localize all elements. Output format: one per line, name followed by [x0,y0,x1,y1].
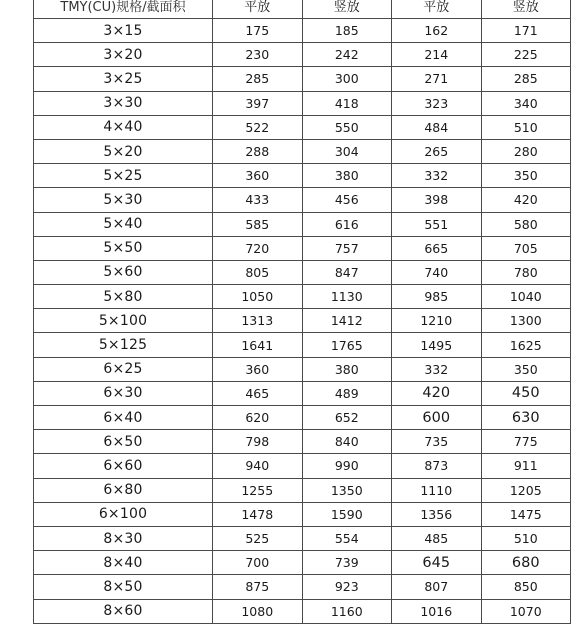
value-cell: 720 [213,236,303,260]
table-row [34,19,571,43]
value-cell: 600 [392,406,482,430]
table-row [34,164,571,188]
value-cell: 1412 [302,309,392,333]
value-cell: 1495 [392,333,482,357]
table-row [34,260,571,284]
table-row [34,599,571,623]
value-cell: 985 [392,285,482,309]
value-cell: 360 [213,164,303,188]
table-row [34,381,571,405]
table-row [34,188,571,212]
value-cell: 420 [481,188,571,212]
value-cell: 1350 [302,478,392,502]
spec-cell: 5×100 [34,309,213,333]
value-cell: 360 [213,357,303,381]
table-row [34,115,571,139]
spec-cell: 5×25 [34,164,213,188]
value-cell: 775 [481,430,571,454]
value-cell: 1016 [392,599,482,623]
value-cell: 875 [213,575,303,599]
value-cell: 484 [392,115,482,139]
value-cell: 242 [302,43,392,67]
busbar-current-table [33,0,571,624]
spec-cell: 6×80 [34,478,213,502]
value-cell: 551 [392,212,482,236]
value-cell: 285 [213,67,303,91]
value-cell: 214 [392,43,482,67]
value-cell: 1050 [213,285,303,309]
value-cell: 757 [302,236,392,260]
spec-cell: 3×15 [34,19,213,43]
value-cell: 1625 [481,333,571,357]
value-cell: 304 [302,139,392,163]
table-row [34,67,571,91]
table-row [34,43,571,67]
value-cell: 780 [481,260,571,284]
value-cell: 652 [302,406,392,430]
table-row [34,430,571,454]
value-cell: 705 [481,236,571,260]
value-cell: 645 [392,551,482,575]
col-header: 平放 [213,0,303,19]
value-cell: 450 [481,381,571,405]
value-cell: 1130 [302,285,392,309]
value-cell: 418 [302,91,392,115]
value-cell: 485 [392,526,482,550]
table-row [34,285,571,309]
value-cell: 380 [302,357,392,381]
value-cell: 525 [213,526,303,550]
col-header: 平放 [392,0,482,19]
table-row [34,309,571,333]
table-row [34,91,571,115]
col-header: 竖放 [481,0,571,19]
value-cell: 923 [302,575,392,599]
spec-cell: 3×20 [34,43,213,67]
spec-cell: 5×30 [34,188,213,212]
value-cell: 1590 [302,502,392,526]
table-row [34,236,571,260]
value-cell: 1255 [213,478,303,502]
table-row [34,454,571,478]
table-row [34,478,571,502]
value-cell: 1313 [213,309,303,333]
value-cell: 433 [213,188,303,212]
spec-cell: 8×40 [34,551,213,575]
value-cell: 456 [302,188,392,212]
value-cell: 840 [302,430,392,454]
table-row [34,502,571,526]
spec-cell: 5×40 [34,212,213,236]
spec-cell: 5×60 [34,260,213,284]
value-cell: 285 [481,67,571,91]
value-cell: 1641 [213,333,303,357]
value-cell: 510 [481,526,571,550]
table-row [34,212,571,236]
spec-cell: 5×20 [34,139,213,163]
value-cell: 1300 [481,309,571,333]
value-cell: 580 [481,212,571,236]
value-cell: 550 [302,115,392,139]
value-cell: 332 [392,357,482,381]
value-cell: 805 [213,260,303,284]
value-cell: 1160 [302,599,392,623]
value-cell: 230 [213,43,303,67]
value-cell: 323 [392,91,482,115]
value-cell: 280 [481,139,571,163]
value-cell: 171 [481,19,571,43]
spec-cell: 3×30 [34,91,213,115]
table-row [34,139,571,163]
value-cell: 850 [481,575,571,599]
header-row [34,0,571,19]
value-cell: 554 [302,526,392,550]
value-cell: 510 [481,115,571,139]
spec-cell: 8×30 [34,526,213,550]
value-cell: 1040 [481,285,571,309]
value-cell: 350 [481,357,571,381]
value-cell: 1475 [481,502,571,526]
value-cell: 350 [481,164,571,188]
table-row [34,406,571,430]
spec-cell: 3×25 [34,67,213,91]
table-row [34,333,571,357]
value-cell: 798 [213,430,303,454]
spec-cell: 6×25 [34,357,213,381]
value-cell: 620 [213,406,303,430]
value-cell: 397 [213,91,303,115]
value-cell: 465 [213,381,303,405]
table-body [34,19,571,624]
table-row [34,357,571,381]
value-cell: 340 [481,91,571,115]
value-cell: 1478 [213,502,303,526]
value-cell: 873 [392,454,482,478]
value-cell: 380 [302,164,392,188]
spec-cell: 8×60 [34,599,213,623]
spec-cell: 4×40 [34,115,213,139]
value-cell: 585 [213,212,303,236]
value-cell: 185 [302,19,392,43]
value-cell: 225 [481,43,571,67]
value-cell: 1356 [392,502,482,526]
value-cell: 1080 [213,599,303,623]
value-cell: 680 [481,551,571,575]
spec-cell: 6×30 [34,381,213,405]
spec-cell: 5×50 [34,236,213,260]
value-cell: 265 [392,139,482,163]
value-cell: 739 [302,551,392,575]
value-cell: 735 [392,430,482,454]
value-cell: 807 [392,575,482,599]
value-cell: 300 [302,67,392,91]
spec-cell: 6×50 [34,430,213,454]
spec-cell: 5×80 [34,285,213,309]
table-row [34,526,571,550]
value-cell: 700 [213,551,303,575]
value-cell: 990 [302,454,392,478]
value-cell: 175 [213,19,303,43]
value-cell: 489 [302,381,392,405]
value-cell: 665 [392,236,482,260]
value-cell: 271 [392,67,482,91]
spec-cell: 6×100 [34,502,213,526]
value-cell: 847 [302,260,392,284]
table-row [34,551,571,575]
value-cell: 522 [213,115,303,139]
value-cell: 1205 [481,478,571,502]
value-cell: 398 [392,188,482,212]
value-cell: 1210 [392,309,482,333]
value-cell: 420 [392,381,482,405]
table-row [34,575,571,599]
value-cell: 1110 [392,478,482,502]
value-cell: 1070 [481,599,571,623]
spec-cell: 6×40 [34,406,213,430]
spec-cell: 6×60 [34,454,213,478]
value-cell: 1765 [302,333,392,357]
value-cell: 911 [481,454,571,478]
col-header: 竖放 [302,0,392,19]
value-cell: 162 [392,19,482,43]
value-cell: 740 [392,260,482,284]
spec-cell: 8×50 [34,575,213,599]
value-cell: 616 [302,212,392,236]
value-cell: 332 [392,164,482,188]
value-cell: 630 [481,406,571,430]
value-cell: 288 [213,139,303,163]
spec-cell: 5×125 [34,333,213,357]
value-cell: 940 [213,454,303,478]
spec-header: TMY(CU)规格/截面积 [34,0,213,19]
